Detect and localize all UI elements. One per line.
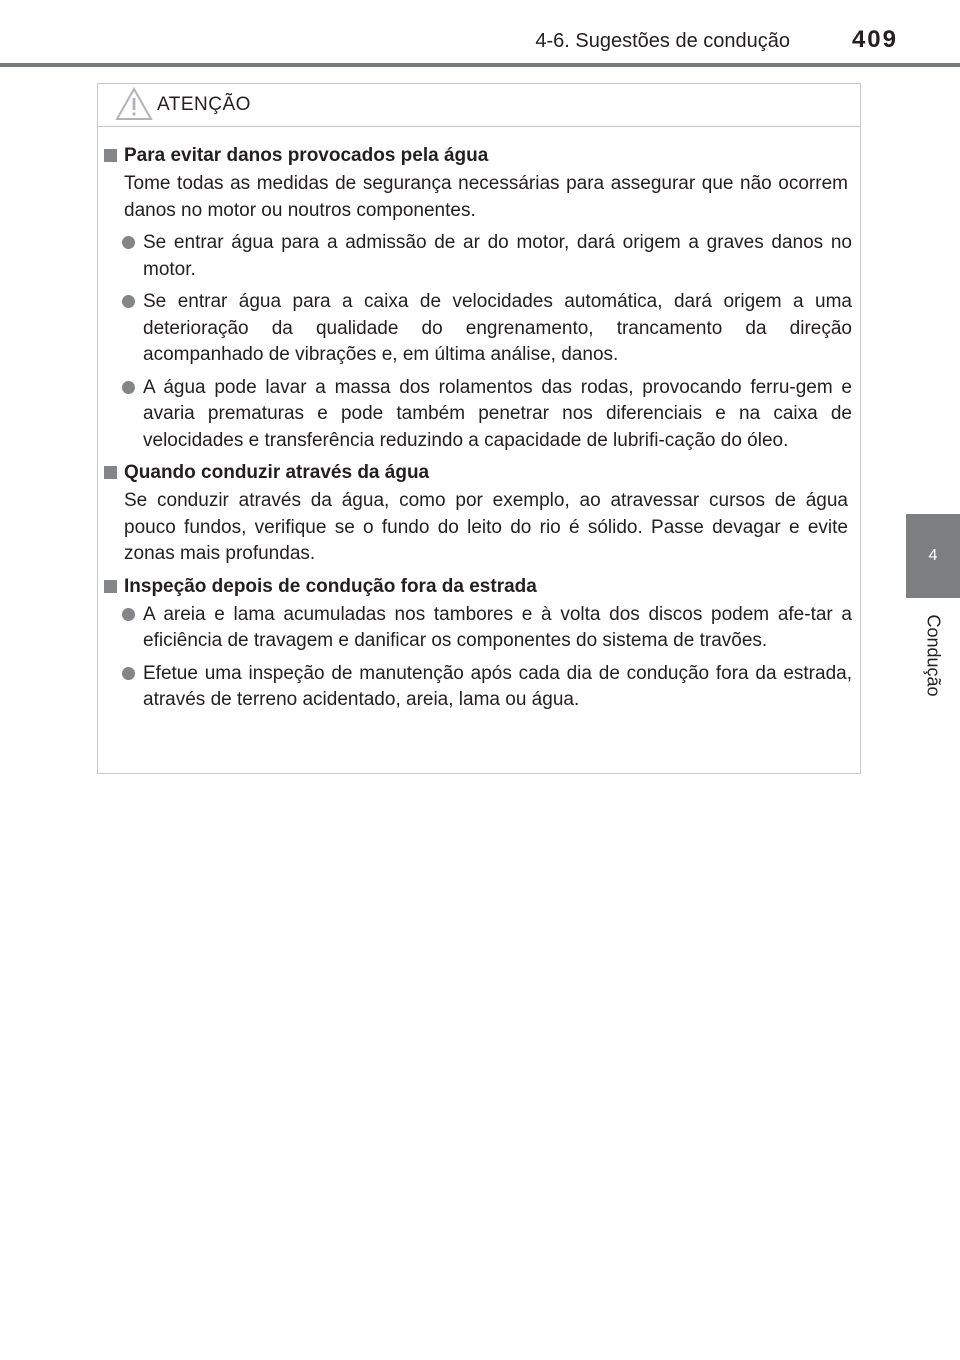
chapter-label-text: Condução: [923, 613, 944, 697]
list-item: [143, 289, 852, 369]
header-rule: [0, 63, 960, 67]
warning-box: [97, 83, 861, 774]
list-item: [143, 661, 852, 714]
chapter-tab[interactable]: [906, 514, 960, 598]
circle-bullet-icon: [122, 667, 135, 680]
section-title: 4-6. Sugestões de condução: [535, 30, 790, 52]
circle-bullet-icon: [122, 236, 135, 249]
section-heading: [98, 143, 860, 169]
circle-bullet-icon: [122, 381, 135, 394]
chapter-label: [906, 600, 960, 710]
list-item-text: Se entrar água para a admissão de ar do motor, dará origem a graves danos no motor.: [143, 232, 852, 280]
list-item: [143, 375, 852, 455]
section-paragraph: Tome todas as medidas de segurança necessárias para assegurar que não ocorrem danos no motor ou noutros componentes.: [124, 173, 848, 221]
chapter-number: 4: [928, 547, 938, 564]
section-paragraph: Se conduzir através da água, como por exemplo, ao atravessar cursos de água pouco fundos, verifique se o fundo do leito do rio é sólido. Passe devagar e evite zonas mais profundas.: [124, 490, 848, 564]
square-bullet-icon: [104, 466, 117, 479]
circle-bullet-icon: [122, 295, 135, 308]
list-item: [143, 230, 852, 283]
warning-content: [98, 143, 860, 720]
warning-header: [98, 84, 860, 127]
list-item: [143, 602, 852, 655]
section-heading: [98, 460, 860, 486]
warning-triangle-icon: [115, 87, 153, 121]
section-heading-text: Inspeção depois de condução fora da estrada: [124, 575, 537, 597]
list-item-text: Se entrar água para a caixa de velocidades automática, dará origem a uma deterioração da qualidade do engrenamento, trancamento da direção acompanhado de vibrações e, em última análise, danos.: [143, 291, 852, 365]
list-item-text: A areia e lama acumuladas nos tambores e à volta dos discos podem afe-tar a eficiência de travagem e danificar os componentes do sistema de travões.: [143, 603, 852, 651]
section-heading-text: Para evitar danos provocados pela água: [124, 145, 489, 166]
section-heading-text: Quando conduzir através da água: [124, 462, 430, 483]
list-item-text: A água pode lavar a massa dos rolamentos das rodas, provocando ferru-gem e avaria prematuras e pode também penetrar nos diferenciais e na caixa de velocidades e transferência reduzindo a capacidade de lubrifi-cação do óleo.: [143, 376, 852, 451]
warning-title: ATENÇÃO: [157, 94, 251, 115]
square-bullet-icon: [104, 580, 117, 593]
list-item-text: Efetue uma inspeção de manutenção após cada dia de condução fora da estrada, através de terreno acidentado, areia, lama ou água.: [143, 662, 852, 710]
section-heading: [98, 574, 860, 600]
page-number: 409: [851, 26, 898, 53]
circle-bullet-icon: [122, 608, 135, 621]
square-bullet-icon: [104, 149, 117, 162]
